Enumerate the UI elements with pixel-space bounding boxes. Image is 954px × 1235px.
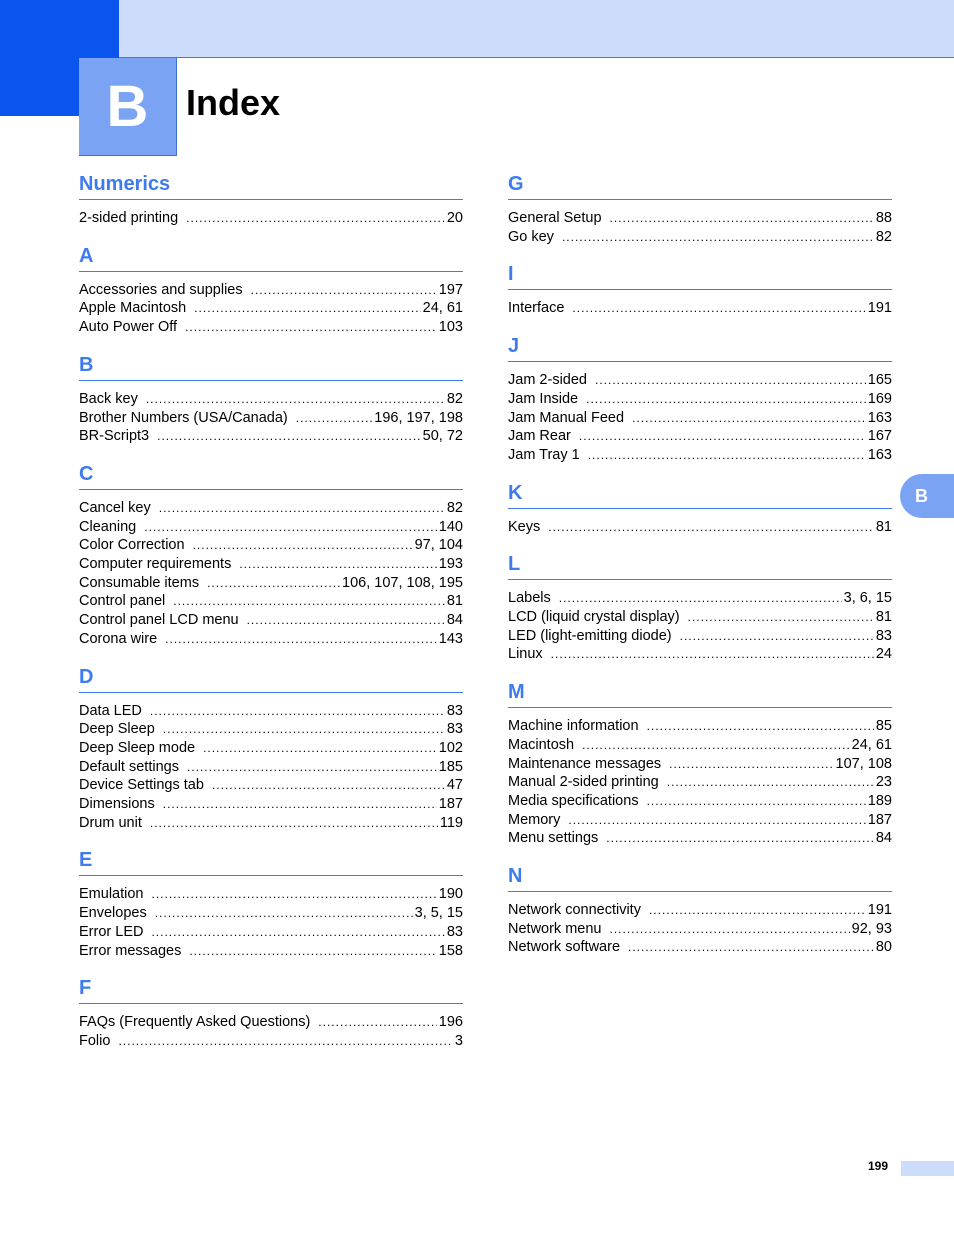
entry-term: Labels (508, 590, 551, 607)
entry-term: Error LED (79, 923, 144, 940)
entry-pages[interactable]: 81 (446, 593, 463, 610)
header-rule (119, 57, 954, 58)
index-entry[interactable] (79, 536, 463, 555)
entry-term: Emulation (79, 886, 144, 903)
entry-pages[interactable]: 119 (439, 814, 463, 831)
index-entry[interactable] (508, 209, 892, 228)
section-heading: J (508, 332, 892, 362)
entry-pages[interactable]: 196 (438, 1014, 463, 1031)
entry-pages[interactable]: 47 (446, 777, 463, 794)
entry-pages[interactable]: 193 (438, 556, 463, 573)
entry-pages[interactable]: 102 (438, 739, 463, 756)
index-column-right (508, 170, 892, 971)
dot-leader (579, 427, 866, 446)
entry-pages[interactable]: 84 (446, 612, 463, 629)
entry-pages[interactable]: 107, 108 (835, 755, 892, 772)
index-entry[interactable] (508, 446, 892, 465)
entry-pages[interactable]: 143 (438, 630, 463, 647)
entry-pages[interactable]: 24, 61 (422, 300, 463, 317)
entry-term: Deep Sleep mode (79, 739, 196, 756)
index-section (79, 974, 463, 1050)
index-entry[interactable] (79, 776, 463, 795)
index-entry[interactable] (79, 390, 463, 409)
entry-pages[interactable]: 163 (867, 409, 892, 426)
entry-pages[interactable]: 81 (875, 609, 892, 626)
dot-leader (212, 776, 445, 795)
index-entry[interactable] (79, 518, 463, 537)
index-entry[interactable] (79, 942, 463, 961)
dot-leader (146, 390, 445, 409)
entry-term: Consumable items (79, 574, 200, 591)
index-entry[interactable] (508, 409, 892, 428)
index-section (79, 846, 463, 960)
entry-term: Brother Numbers (USA/Canada) (79, 409, 288, 426)
index-entry[interactable] (508, 755, 892, 774)
index-section (508, 260, 892, 318)
dot-leader (118, 1032, 452, 1051)
index-entry[interactable] (508, 792, 892, 811)
entry-term: Network software (508, 939, 621, 956)
dot-leader (586, 390, 866, 409)
entry-term: Back key (79, 390, 138, 407)
dot-leader (296, 409, 373, 428)
dot-leader (163, 720, 445, 739)
dot-leader (588, 446, 866, 465)
dot-leader (568, 811, 865, 830)
index-entry[interactable] (508, 901, 892, 920)
dot-leader (548, 518, 874, 537)
dot-leader (318, 1013, 437, 1032)
section-heading: F (79, 974, 463, 1004)
entry-term: Cancel key (79, 499, 151, 516)
entry-pages[interactable]: 190 (438, 886, 463, 903)
entry-pages[interactable]: 24 (875, 646, 892, 663)
index-entry[interactable] (79, 885, 463, 904)
section-heading: A (79, 242, 463, 272)
entry-term: Computer requirements (79, 556, 232, 573)
dot-leader (150, 702, 445, 721)
entry-pages[interactable]: 169 (867, 390, 892, 407)
entry-pages[interactable]: 103 (438, 319, 463, 336)
entry-term: Machine information (508, 718, 639, 735)
entry-pages[interactable]: 191 (867, 902, 892, 919)
index-entry[interactable] (79, 795, 463, 814)
index-section (79, 663, 463, 833)
index-section (508, 170, 892, 246)
dot-leader (606, 829, 874, 848)
entry-term: Interface (508, 300, 565, 317)
index-entry[interactable] (79, 427, 463, 446)
entry-term: Accessories and supplies (79, 281, 243, 298)
entry-pages[interactable]: 97, 104 (414, 537, 463, 554)
index-entry[interactable] (508, 645, 892, 664)
index-section (79, 170, 463, 228)
dot-leader (150, 814, 438, 833)
index-section (508, 550, 892, 664)
index-entry[interactable] (79, 1013, 463, 1032)
entry-pages[interactable]: 85 (875, 718, 892, 735)
entry-term: Drum unit (79, 814, 142, 831)
index-entry[interactable] (508, 427, 892, 446)
entry-pages[interactable]: 81 (875, 518, 892, 535)
dot-leader (247, 611, 445, 630)
dot-leader (187, 758, 437, 777)
index-entry[interactable] (508, 811, 892, 830)
chapter-letter: B (79, 58, 177, 156)
index-section (508, 678, 892, 848)
dot-leader (163, 795, 437, 814)
section-heading: K (508, 479, 892, 509)
index-entry[interactable] (508, 518, 892, 537)
dot-leader (251, 281, 437, 300)
entry-pages[interactable]: 106, 107, 108, 195 (342, 574, 463, 591)
index-entry[interactable] (508, 920, 892, 939)
entry-term: Go key (508, 228, 554, 245)
entry-term: Error messages (79, 942, 182, 959)
dot-leader (159, 499, 445, 518)
index-section (79, 460, 463, 649)
entry-pages[interactable]: 189 (867, 792, 892, 809)
index-entry[interactable] (508, 589, 892, 608)
dot-leader (647, 792, 866, 811)
index-entry[interactable] (508, 608, 892, 627)
entry-pages[interactable]: 167 (867, 428, 892, 445)
entry-pages[interactable]: 187 (867, 811, 892, 828)
index-entry[interactable] (79, 209, 463, 228)
section-heading: G (508, 170, 892, 200)
header-light-band (119, 0, 954, 58)
section-heading: M (508, 678, 892, 708)
entry-pages[interactable]: 3, 6, 15 (843, 590, 892, 607)
dot-leader (203, 739, 437, 758)
entry-term: General Setup (508, 210, 602, 226)
dot-leader (572, 299, 865, 318)
entry-term: Jam Rear (508, 428, 571, 445)
index-entry[interactable] (79, 904, 463, 923)
entry-pages[interactable]: 196, 197, 198 (374, 409, 463, 426)
entry-pages[interactable]: 80 (875, 939, 892, 956)
dot-leader (595, 371, 866, 390)
index-entry[interactable] (508, 228, 892, 247)
index-entry[interactable] (79, 499, 463, 518)
dot-leader (609, 920, 849, 939)
index-entry[interactable] (79, 1032, 463, 1051)
index-section (508, 332, 892, 465)
entry-pages[interactable]: 92, 93 (851, 920, 892, 937)
dot-leader (559, 589, 842, 608)
index-section (508, 479, 892, 537)
index-entry[interactable] (79, 739, 463, 758)
entry-term: Network menu (508, 920, 602, 937)
entry-term: Network connectivity (508, 902, 641, 919)
chapter-side-tab[interactable]: B (900, 474, 954, 518)
index-entry[interactable] (508, 773, 892, 792)
page-number-bar (901, 1161, 954, 1176)
entry-term: Jam Manual Feed (508, 409, 625, 426)
entry-pages[interactable]: 82 (875, 228, 892, 245)
entry-term: Maintenance messages (508, 755, 662, 772)
dot-leader (551, 645, 874, 664)
index-entry[interactable] (79, 923, 463, 942)
index-entry[interactable] (79, 281, 463, 300)
dot-leader (688, 608, 874, 627)
dot-leader (144, 518, 437, 537)
index-section (79, 351, 463, 446)
dot-leader (186, 209, 445, 228)
dot-leader (680, 627, 874, 646)
entry-term: Default settings (79, 758, 179, 775)
entry-term: Menu settings (508, 830, 599, 847)
entry-pages[interactable]: 83 (446, 923, 463, 940)
dot-leader (207, 574, 340, 593)
dot-leader (669, 755, 833, 774)
entry-term: Keys (508, 518, 541, 535)
entry-term: Jam Inside (508, 390, 579, 407)
entry-pages[interactable]: 82 (446, 499, 463, 516)
index-entry[interactable] (79, 592, 463, 611)
section-heading: I (508, 260, 892, 290)
dot-leader (582, 736, 850, 755)
dot-leader (628, 938, 874, 957)
entry-pages[interactable]: 82 (446, 390, 463, 407)
section-heading: N (508, 862, 892, 892)
entry-pages[interactable]: 20 (446, 210, 463, 226)
section-heading: B (79, 351, 463, 381)
dot-leader (189, 942, 436, 961)
entry-term: Memory (508, 811, 561, 828)
entry-term: Envelopes (79, 905, 147, 922)
entry-term: Jam Tray 1 (508, 446, 580, 463)
index-entry[interactable] (79, 574, 463, 593)
index-entry[interactable] (79, 318, 463, 337)
entry-term: Apple Macintosh (79, 300, 187, 317)
entry-term: Media specifications (508, 792, 639, 809)
section-heading: Numerics (79, 170, 463, 200)
entry-pages[interactable]: 163 (867, 446, 892, 463)
index-entry[interactable] (508, 938, 892, 957)
entry-term: Control panel (79, 593, 166, 610)
entry-term: FAQs (Frequently Asked Questions) (79, 1014, 311, 1031)
entry-pages[interactable]: 3, 5, 15 (414, 905, 463, 922)
section-heading: C (79, 460, 463, 490)
index-section (79, 242, 463, 337)
index-entry[interactable] (508, 736, 892, 755)
entry-term: Corona wire (79, 630, 158, 647)
section-heading: E (79, 846, 463, 876)
index-entry[interactable] (79, 611, 463, 630)
dot-leader (157, 427, 421, 446)
entry-pages[interactable]: 84 (875, 830, 892, 847)
entry-term: BR-Script3 (79, 428, 150, 445)
entry-pages[interactable]: 83 (446, 702, 463, 719)
entry-term: Data LED (79, 702, 142, 719)
entry-term: Deep Sleep (79, 721, 155, 738)
index-column-left (79, 170, 463, 1065)
dot-leader (193, 536, 413, 555)
dot-leader (185, 318, 437, 337)
dot-leader (649, 901, 866, 920)
entry-pages[interactable]: 158 (438, 942, 463, 959)
index-entry[interactable] (508, 299, 892, 318)
entry-term: Color Correction (79, 537, 185, 554)
entry-term: Manual 2-sided printing (508, 774, 659, 791)
entry-pages[interactable]: 83 (875, 627, 892, 644)
index-section (508, 862, 892, 957)
entry-pages[interactable]: 185 (438, 758, 463, 775)
entry-pages[interactable]: 50, 72 (422, 428, 463, 445)
index-entry[interactable] (79, 630, 463, 649)
dot-leader (165, 630, 437, 649)
section-heading: D (79, 663, 463, 693)
entry-pages[interactable]: 23 (875, 774, 892, 791)
index-entry[interactable] (508, 717, 892, 736)
entry-term: Jam 2-sided (508, 372, 587, 389)
dot-leader (562, 228, 874, 247)
index-entry[interactable] (508, 829, 892, 848)
dot-leader (194, 299, 420, 318)
dot-leader (647, 717, 874, 736)
index-entry[interactable] (79, 409, 463, 428)
section-heading: L (508, 550, 892, 580)
page-number: 199 (868, 1159, 889, 1173)
entry-term: Control panel LCD menu (79, 612, 239, 629)
entry-term: Cleaning (79, 518, 137, 535)
index-entry[interactable] (79, 555, 463, 574)
entry-term: Auto Power Off (79, 319, 178, 336)
dot-leader (239, 555, 436, 574)
index-entry[interactable] (79, 814, 463, 833)
entry-pages[interactable]: 191 (867, 300, 892, 317)
entry-pages[interactable]: 140 (438, 518, 463, 535)
dot-leader (173, 592, 445, 611)
index-entry[interactable] (508, 371, 892, 390)
entry-pages[interactable]: 83 (446, 721, 463, 738)
dot-leader (667, 773, 874, 792)
entry-pages[interactable]: 24, 61 (851, 736, 892, 753)
entry-pages[interactable]: 165 (867, 372, 892, 389)
entry-pages[interactable]: 197 (438, 281, 463, 298)
index-entry[interactable] (79, 299, 463, 318)
entry-term: Linux (508, 646, 543, 663)
dot-leader (632, 409, 866, 428)
dot-leader (151, 885, 436, 904)
entry-pages[interactable]: 88 (875, 210, 892, 226)
index-entry[interactable] (79, 720, 463, 739)
index-entry[interactable] (79, 702, 463, 721)
entry-term: Device Settings tab (79, 777, 204, 794)
dot-leader (151, 923, 444, 942)
dot-leader (155, 904, 413, 923)
page-title: Index (186, 82, 281, 123)
index-entry[interactable] (508, 390, 892, 409)
dot-leader (610, 209, 874, 228)
entry-pages[interactable]: 3 (454, 1032, 463, 1049)
entry-term: Folio (79, 1032, 111, 1049)
entry-term: Macintosh (508, 736, 575, 753)
entry-term: Dimensions (79, 796, 155, 813)
index-entry[interactable] (79, 758, 463, 777)
index-entry[interactable] (508, 627, 892, 646)
entry-term: LED (light-emitting diode) (508, 627, 672, 644)
entry-pages[interactable]: 187 (438, 796, 463, 813)
entry-term: 2-sided printing (79, 210, 179, 226)
entry-term: LCD (liquid crystal display) (508, 609, 680, 626)
